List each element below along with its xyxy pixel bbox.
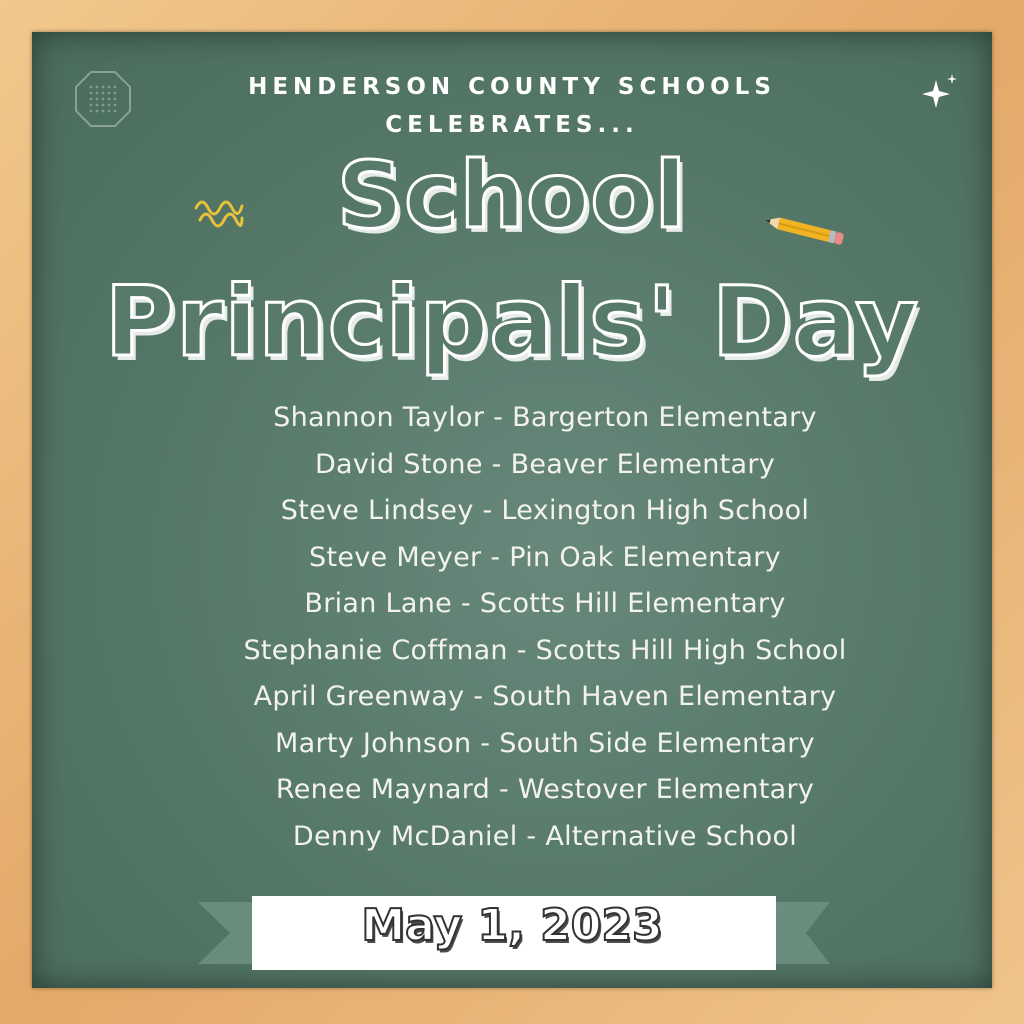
principal-item: Shannon Taylor - Bargerton Elementary (273, 402, 817, 433)
title-line-1: School (336, 142, 688, 249)
date-text: May 1, 2023 (361, 900, 663, 951)
principal-item: David Stone - Beaver Elementary (314, 448, 776, 480)
principal-item: Denny McDaniel - Alternative School (292, 820, 798, 852)
header-line-2: CELEBRATES... (385, 112, 639, 138)
principal-item: Brian Lane - Scotts Hill Elementary (304, 588, 786, 619)
principal-item: Steve Meyer - Pin Oak Elementary (309, 541, 781, 573)
principal-item: Stephanie Coffman - Scotts Hill High School (243, 634, 847, 666)
title-line-2: Principals' Day (104, 266, 920, 378)
principals-list (0, 398, 1024, 863)
principal-item: Renee Maynard - Westover Elementary (275, 774, 815, 805)
principal-item: April Greenway - South Haven Elementary (253, 681, 837, 712)
principal-item: Marty Johnson - South Side Elementary (275, 727, 815, 759)
header-line-1: HENDERSON COUNTY SCHOOLS (248, 74, 776, 100)
principal-item: Steve Lindsey - Lexington High School (280, 495, 810, 526)
